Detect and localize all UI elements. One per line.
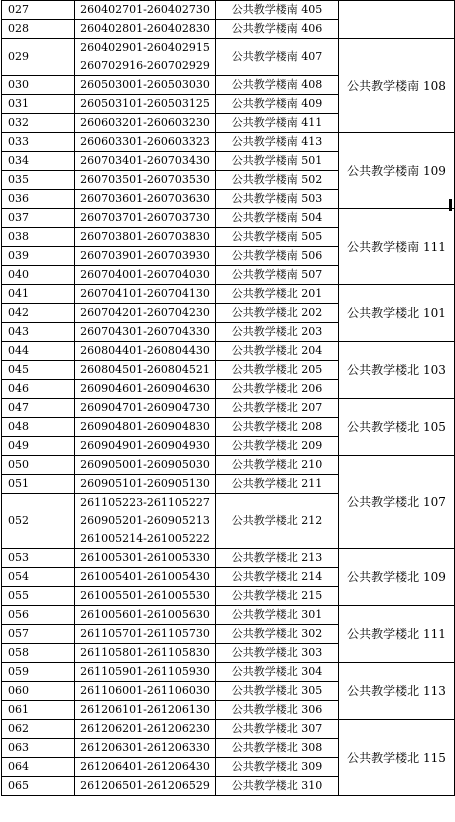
id-range-line: 260904701-260904730 xyxy=(80,401,210,414)
exam-room: 公共教学楼北 205 xyxy=(216,361,339,380)
id-range-line: 261005301-261005330 xyxy=(80,551,210,564)
student-id-range xyxy=(75,114,216,133)
id-range-line: 260503101-260503125 xyxy=(80,97,210,110)
row-number: 027 xyxy=(2,1,75,20)
exam-room: 公共教学楼南 503 xyxy=(216,190,339,209)
exam-room: 公共教学楼北 302 xyxy=(216,625,339,644)
id-range-line: 260804501-260804521 xyxy=(80,363,210,376)
id-range-line: 261005601-261005630 xyxy=(80,608,210,621)
row-number: 059 xyxy=(2,663,75,682)
student-id-range xyxy=(75,739,216,758)
student-id-range xyxy=(75,361,216,380)
row-number: 038 xyxy=(2,228,75,247)
table-row xyxy=(2,456,455,475)
id-range-line: 261005401-261005430 xyxy=(80,570,210,583)
edge-marker xyxy=(449,199,452,211)
exam-room: 公共教学楼南 408 xyxy=(216,76,339,95)
exam-room: 公共教学楼北 202 xyxy=(216,304,339,323)
exam-room: 公共教学楼北 210 xyxy=(216,456,339,475)
group-room: 公共教学楼北 105 xyxy=(339,399,455,456)
group-room: 公共教学楼北 109 xyxy=(339,549,455,606)
exam-room: 公共教学楼南 409 xyxy=(216,95,339,114)
id-range-line: 260905101-260905130 xyxy=(80,477,210,490)
exam-room: 公共教学楼北 307 xyxy=(216,720,339,739)
row-number: 052 xyxy=(2,494,75,549)
row-number: 060 xyxy=(2,682,75,701)
row-number: 041 xyxy=(2,285,75,304)
student-id-range xyxy=(75,152,216,171)
row-number: 028 xyxy=(2,20,75,39)
id-range-line: 260904801-260904830 xyxy=(80,420,210,433)
exam-room: 公共教学楼北 308 xyxy=(216,739,339,758)
id-range-line: 260402801-260402830 xyxy=(80,22,210,35)
student-id-range xyxy=(75,701,216,720)
exam-room: 公共教学楼南 407 xyxy=(216,39,339,76)
exam-room: 公共教学楼北 214 xyxy=(216,568,339,587)
student-id-range xyxy=(75,644,216,663)
student-id-range xyxy=(75,1,216,20)
exam-room: 公共教学楼北 304 xyxy=(216,663,339,682)
id-range-line: 261005501-261005530 xyxy=(80,589,210,602)
table-row xyxy=(2,133,455,152)
student-id-range xyxy=(75,663,216,682)
row-number: 063 xyxy=(2,739,75,758)
exam-room: 公共教学楼北 212 xyxy=(216,494,339,549)
id-range-line: 261206401-261206430 xyxy=(80,760,210,773)
id-range-line: 261105801-261105830 xyxy=(80,646,210,659)
row-number: 039 xyxy=(2,247,75,266)
table-row xyxy=(2,606,455,625)
exam-room: 公共教学楼北 305 xyxy=(216,682,339,701)
exam-room: 公共教学楼北 215 xyxy=(216,587,339,606)
id-range-line: 260905201-260905213 xyxy=(80,514,210,527)
row-number: 058 xyxy=(2,644,75,663)
group-room: 公共教学楼南 108 xyxy=(339,39,455,133)
id-range-line: 260804401-260804430 xyxy=(80,344,210,357)
group-room: 公共教学楼北 113 xyxy=(339,663,455,720)
student-id-range xyxy=(75,209,216,228)
student-id-range xyxy=(75,456,216,475)
id-range-line: 260603201-260603230 xyxy=(80,116,210,129)
exam-room: 公共教学楼南 507 xyxy=(216,266,339,285)
row-number: 051 xyxy=(2,475,75,494)
exam-room: 公共教学楼南 504 xyxy=(216,209,339,228)
row-number: 045 xyxy=(2,361,75,380)
id-range-line: 260702916-260702929 xyxy=(80,59,210,72)
student-id-range xyxy=(75,39,216,76)
group-room xyxy=(339,1,455,39)
exam-room: 公共教学楼南 502 xyxy=(216,171,339,190)
student-id-range xyxy=(75,475,216,494)
id-range-line: 260703601-260703630 xyxy=(80,192,210,205)
id-range-line: 260503001-260503030 xyxy=(80,78,210,91)
row-number: 042 xyxy=(2,304,75,323)
id-range-line: 261105223-261105227 xyxy=(80,496,210,509)
row-number: 030 xyxy=(2,76,75,95)
table-row xyxy=(2,720,455,739)
exam-room: 公共教学楼北 209 xyxy=(216,437,339,456)
exam-room: 公共教学楼北 204 xyxy=(216,342,339,361)
id-range-line: 260703701-260703730 xyxy=(80,211,210,224)
table-row xyxy=(2,663,455,682)
id-range-line: 261206501-261206529 xyxy=(80,779,210,792)
row-number: 040 xyxy=(2,266,75,285)
id-range-line: 260704201-260704230 xyxy=(80,306,210,319)
id-range-line: 261106001-261106030 xyxy=(80,684,210,697)
row-number: 064 xyxy=(2,758,75,777)
student-id-range xyxy=(75,133,216,152)
id-range-line: 261105901-261105930 xyxy=(80,665,210,678)
row-number: 049 xyxy=(2,437,75,456)
id-range-line: 260603301-260603323 xyxy=(80,135,210,148)
id-range-line: 260704001-260704030 xyxy=(80,268,210,281)
student-id-range xyxy=(75,228,216,247)
row-number: 044 xyxy=(2,342,75,361)
student-id-range xyxy=(75,437,216,456)
exam-room: 公共教学楼北 303 xyxy=(216,644,339,663)
row-number: 056 xyxy=(2,606,75,625)
student-id-range xyxy=(75,323,216,342)
id-range-line: 260703901-260703930 xyxy=(80,249,210,262)
student-id-range xyxy=(75,285,216,304)
id-range-line: 260703401-260703430 xyxy=(80,154,210,167)
table-row xyxy=(2,39,455,76)
id-range-line: 260703501-260703530 xyxy=(80,173,210,186)
exam-room: 公共教学楼北 301 xyxy=(216,606,339,625)
row-number: 034 xyxy=(2,152,75,171)
group-room: 公共教学楼南 111 xyxy=(339,209,455,285)
row-number: 048 xyxy=(2,418,75,437)
group-room: 公共教学楼南 109 xyxy=(339,133,455,209)
id-range-line: 261005214-261005222 xyxy=(80,532,210,545)
row-number: 035 xyxy=(2,171,75,190)
exam-room: 公共教学楼北 207 xyxy=(216,399,339,418)
id-range-line: 260904901-260904930 xyxy=(80,439,210,452)
student-id-range xyxy=(75,171,216,190)
student-id-range xyxy=(75,606,216,625)
row-number: 054 xyxy=(2,568,75,587)
table-row xyxy=(2,342,455,361)
student-id-range xyxy=(75,625,216,644)
id-range-line: 261105701-261105730 xyxy=(80,627,210,640)
row-number: 043 xyxy=(2,323,75,342)
student-id-range xyxy=(75,342,216,361)
group-room: 公共教学楼北 115 xyxy=(339,720,455,796)
row-number: 062 xyxy=(2,720,75,739)
row-number: 036 xyxy=(2,190,75,209)
id-range-line: 260905001-260905030 xyxy=(80,458,210,471)
group-room: 公共教学楼北 111 xyxy=(339,606,455,663)
student-id-range xyxy=(75,247,216,266)
row-number: 037 xyxy=(2,209,75,228)
student-id-range xyxy=(75,266,216,285)
exam-room: 公共教学楼北 201 xyxy=(216,285,339,304)
exam-room-table-body xyxy=(2,1,455,796)
student-id-range xyxy=(75,20,216,39)
exam-room: 公共教学楼北 208 xyxy=(216,418,339,437)
exam-room: 公共教学楼北 306 xyxy=(216,701,339,720)
id-range-line: 260704301-260704330 xyxy=(80,325,210,338)
id-range-line: 260704101-260704130 xyxy=(80,287,210,300)
student-id-range xyxy=(75,380,216,399)
row-number: 055 xyxy=(2,587,75,606)
student-id-range xyxy=(75,682,216,701)
exam-room-table xyxy=(1,0,455,796)
exam-room: 公共教学楼北 213 xyxy=(216,549,339,568)
student-id-range xyxy=(75,304,216,323)
id-range-line: 260402701-260402730 xyxy=(80,3,210,16)
id-range-line: 260703801-260703830 xyxy=(80,230,210,243)
student-id-range xyxy=(75,76,216,95)
student-id-range xyxy=(75,758,216,777)
exam-room: 公共教学楼南 501 xyxy=(216,152,339,171)
row-number: 046 xyxy=(2,380,75,399)
table-row xyxy=(2,549,455,568)
student-id-range xyxy=(75,190,216,209)
exam-room: 公共教学楼南 405 xyxy=(216,1,339,20)
id-range-line: 261206101-261206130 xyxy=(80,703,210,716)
exam-room: 公共教学楼南 406 xyxy=(216,20,339,39)
id-range-line: 260402901-260402915 xyxy=(80,41,210,54)
row-number: 050 xyxy=(2,456,75,475)
row-number: 032 xyxy=(2,114,75,133)
student-id-range xyxy=(75,568,216,587)
exam-room: 公共教学楼南 506 xyxy=(216,247,339,266)
row-number: 061 xyxy=(2,701,75,720)
row-number: 053 xyxy=(2,549,75,568)
row-number: 031 xyxy=(2,95,75,114)
table-row xyxy=(2,399,455,418)
exam-room: 公共教学楼北 211 xyxy=(216,475,339,494)
student-id-range xyxy=(75,494,216,549)
row-number: 033 xyxy=(2,133,75,152)
exam-room: 公共教学楼北 309 xyxy=(216,758,339,777)
table-row xyxy=(2,285,455,304)
exam-room: 公共教学楼北 203 xyxy=(216,323,339,342)
exam-room: 公共教学楼南 413 xyxy=(216,133,339,152)
student-id-range xyxy=(75,587,216,606)
exam-room: 公共教学楼南 505 xyxy=(216,228,339,247)
student-id-range xyxy=(75,95,216,114)
student-id-range xyxy=(75,549,216,568)
exam-room: 公共教学楼南 411 xyxy=(216,114,339,133)
table-row xyxy=(2,1,455,20)
id-range-line: 261206201-261206230 xyxy=(80,722,210,735)
row-number: 047 xyxy=(2,399,75,418)
row-number: 057 xyxy=(2,625,75,644)
id-range-line: 261206301-261206330 xyxy=(80,741,210,754)
exam-room: 公共教学楼北 310 xyxy=(216,777,339,796)
group-room: 公共教学楼北 107 xyxy=(339,456,455,549)
student-id-range xyxy=(75,399,216,418)
exam-room: 公共教学楼北 206 xyxy=(216,380,339,399)
student-id-range xyxy=(75,777,216,796)
row-number: 065 xyxy=(2,777,75,796)
id-range-line: 260904601-260904630 xyxy=(80,382,210,395)
student-id-range xyxy=(75,720,216,739)
group-room: 公共教学楼北 101 xyxy=(339,285,455,342)
student-id-range xyxy=(75,418,216,437)
group-room: 公共教学楼北 103 xyxy=(339,342,455,399)
table-row xyxy=(2,209,455,228)
row-number: 029 xyxy=(2,39,75,76)
